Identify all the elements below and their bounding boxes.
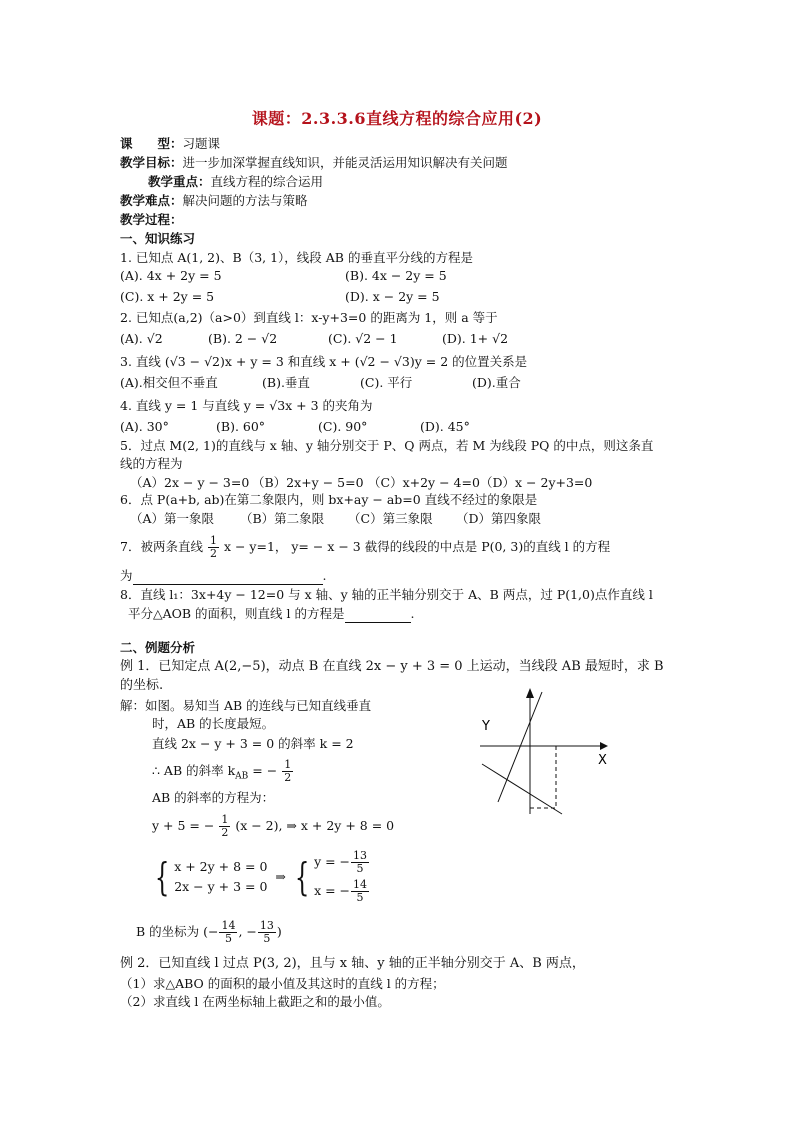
q4-stem: 4. 直线 y = 1 与直线 y = √3x + 3 的夹角为 xyxy=(120,398,373,413)
q5-option-c: （C）x+2y − 4=0 xyxy=(368,475,480,490)
ex1-sol-line6 xyxy=(152,812,394,840)
process-label: 教学过程： xyxy=(120,212,183,227)
ex1-slope-num: 1 xyxy=(284,758,292,771)
coord-num1: 14 xyxy=(221,919,236,932)
difficulty-line xyxy=(120,193,308,209)
ex1-sol-line1: 解：如图。易知当 AB 的连线与已知直线垂直 xyxy=(120,698,372,713)
q4-option-b: (B). 60° xyxy=(216,419,266,434)
y-axis-arrow xyxy=(526,688,534,698)
q8-end: . xyxy=(410,606,415,621)
q2-option-d: (D). 1+ √2 xyxy=(442,331,509,346)
q7-prefix: 7．被两条直线 xyxy=(120,539,203,554)
coord-num2: 13 xyxy=(259,919,274,932)
ex1-line1: 例 1．已知定点 A(2,−5)，动点 B 在直线 2x − y + 3 = 0 上运动，当线段 AB 最短时，求 B xyxy=(120,659,664,674)
left-brace: { xyxy=(154,855,170,899)
sys-right-num1: 13 xyxy=(353,849,368,862)
sys-right-frac2 xyxy=(351,879,369,904)
x-axis-label: X xyxy=(598,753,607,768)
y-axis-label: Y xyxy=(482,719,490,734)
ex1-slope-eq: = − xyxy=(248,763,278,778)
ex1-eq-suffix: (x − 2), ⇒ x + 2y + 8 = 0 xyxy=(235,818,395,833)
ex1-slope-prefix: ∴ AB 的斜率 k xyxy=(152,763,236,778)
focus-label: 教学重点： xyxy=(148,174,211,189)
sys-right-eq1-prefix: y = − xyxy=(314,854,351,869)
q7-answer-line xyxy=(120,568,327,585)
ex2-line1: 例 2．已知直线 l 过点 P(3, 2)，且与 x 轴、y 轴的正半轴分别交于 A、B 两点， xyxy=(120,956,585,971)
q8-line1: 8．直线 l₁：3x+4y − 12=0 与 x 轴、y 轴的正半轴分别交于 A、B 两点，过 P(1,0)点作直线 l xyxy=(120,587,653,602)
coord-prefix: B 的坐标为 (− xyxy=(136,924,219,939)
ex1-slope-den: 2 xyxy=(284,771,292,784)
q4-option-c: (C). 90° xyxy=(318,419,368,434)
difficulty-value: 解决问题的方法与策略 xyxy=(182,193,308,208)
coord-mid: , − xyxy=(238,924,257,939)
ex1-eq-num: 1 xyxy=(221,813,229,826)
q1-option-d: (D). x − 2y = 5 xyxy=(345,289,440,304)
q2-option-a: (A). √2 xyxy=(120,331,163,346)
q6-option-d: （D）第四象限 xyxy=(456,511,542,526)
ex1-slope-sub: AB xyxy=(235,771,249,782)
coord-den1: 5 xyxy=(224,932,232,945)
ex1-system xyxy=(150,850,370,910)
q5-stem-line2: 线的方程为 xyxy=(120,456,183,471)
sys-right-num2: 14 xyxy=(353,878,368,891)
q5-option-d: （D）x − 2y+3=0 xyxy=(480,475,593,490)
right-system xyxy=(314,850,370,904)
difficulty-label: 教学难点： xyxy=(120,193,183,208)
ex1-line2: 的坐标. xyxy=(120,678,164,693)
q7-frac-den: 2 xyxy=(209,547,217,560)
q7-line2: 为 xyxy=(120,568,133,583)
ex1-sol-line3: 直线 2x − y + 3 = 0 的斜率 k = 2 xyxy=(152,736,354,751)
q6-option-b: （B）第二象限 xyxy=(240,511,325,526)
q8-line2: 平分△AOB 的面积，则直线 l 的方程是 xyxy=(128,606,345,621)
q7-stem xyxy=(120,534,610,560)
q3-option-b: (B).垂直 xyxy=(262,375,310,390)
ex2-line3: （2）求直线 l 在两坐标轴上截距之和的最小值。 xyxy=(120,994,390,1009)
q6-option-a: （A）第一象限 xyxy=(130,511,215,526)
q1-option-b: (B). 4x − 2y = 5 xyxy=(345,268,447,283)
q7-suffix: x − y=1， y= − x − 3 截得的线段的中点是 P(0, 3)的直线 l 的方程 xyxy=(223,539,611,554)
q3-option-a: (A).相交但不垂直 xyxy=(120,375,218,390)
sys-right-frac1 xyxy=(351,850,369,875)
sys-right-eq1 xyxy=(314,850,370,875)
q1-stem: 1. 已知点 A(1, 2)、B（3, 1），线段 AB 的垂直平分线的方程是 xyxy=(120,250,473,265)
q4-option-a: (A). 30° xyxy=(120,419,169,434)
goal-line xyxy=(120,155,508,171)
q2-option-b: (B). 2 − √2 xyxy=(208,331,278,346)
focus-line xyxy=(148,174,323,190)
coord-frac2 xyxy=(258,920,276,945)
goal-label: 教学目标： xyxy=(120,155,183,170)
q6-option-c: （C）第三象限 xyxy=(348,511,433,526)
perpendicular-line xyxy=(482,764,562,814)
ex1-eq-frac xyxy=(219,814,230,839)
q3-option-c: (C). 平行 xyxy=(360,375,413,390)
x-axis-arrow xyxy=(600,742,608,750)
q7-fraction xyxy=(208,535,219,560)
q4-option-d: (D). 45° xyxy=(420,419,470,434)
q5-stem-line1: 5．过点 M(2, 1)的直线与 x 轴、y 轴分别交于 P、Q 两点，若 M 为线段 PQ 的中点，则这条直 xyxy=(120,438,654,453)
sys-right-eq2-prefix: x = − xyxy=(314,883,351,898)
q2-option-c: (C). √2 − 1 xyxy=(328,331,398,346)
sys-right-den1: 5 xyxy=(356,862,364,875)
coord-end: ) xyxy=(276,924,282,939)
q6-stem: 6．点 P(a+b, ab)在第二象限内，则 bx+ay − ab=0 直线不经过的象限是 xyxy=(120,492,538,507)
q3-stem: 3. 直线 (√3 − √2)x + y = 3 和直线 x + (√2 − √3)y = 2 的位置关系是 xyxy=(120,354,528,369)
ex2-line2: （1）求△ABO 的面积的最小值及其这时的直线 l 的方程； xyxy=(120,976,445,991)
sys-right-den2: 5 xyxy=(356,891,364,904)
section1-heading: 一、知识练习 xyxy=(120,231,196,246)
section2-heading: 二、例题分析 xyxy=(120,640,196,655)
ex1-sol-line4 xyxy=(152,758,294,790)
q7-answer-blank[interactable] xyxy=(133,568,323,585)
given-line xyxy=(498,692,542,802)
left-system xyxy=(174,857,267,897)
q2-stem: 2. 已知点(a,2)（a>0）到直线 l：x-y+3=0 的距离为 1，则 a 等于 xyxy=(120,310,498,325)
type-label: 课 型： xyxy=(120,136,183,151)
q8-answer-blank[interactable] xyxy=(345,606,411,623)
ex1-eq-prefix: y + 5 = − xyxy=(152,818,215,833)
type-value: 习题课 xyxy=(182,136,221,151)
coord-den2: 5 xyxy=(263,932,271,945)
q7-frac-num: 1 xyxy=(209,534,217,547)
ex1-sol-line5: AB 的斜率的方程为： xyxy=(152,790,275,805)
coord-frac1 xyxy=(219,920,237,945)
focus-value: 直线方程的综合运用 xyxy=(210,174,324,189)
implies-arrow: ⇒ xyxy=(275,869,286,884)
q8-answer-line xyxy=(128,606,414,623)
ex1-coordinate xyxy=(136,918,282,946)
sys-right-eq2 xyxy=(314,879,370,904)
sys-left-eq1: x + 2y + 8 = 0 xyxy=(174,859,268,874)
ex1-slope-frac xyxy=(282,759,293,784)
q5-option-a: （A）2x − y − 3=0 xyxy=(130,475,250,490)
q1-option-c: (C). x + 2y = 5 xyxy=(120,289,215,304)
goal-value: 进一步加深掌握直线知识，并能灵活运用知识解决有关问题 xyxy=(182,155,508,170)
coordinate-figure xyxy=(470,684,620,824)
page-title: 课题：2.3.3.6直线方程的综合应用(2) xyxy=(251,109,543,128)
ex1-sol-line2: 时，AB 的长度最短。 xyxy=(152,716,275,731)
q5-option-b: （B）2x+y − 5=0 xyxy=(252,475,364,490)
type-line xyxy=(120,136,220,152)
q3-option-d: (D).重合 xyxy=(472,375,521,390)
q1-option-a: (A). 4x + 2y = 5 xyxy=(120,268,222,283)
sys-left-eq2: 2x − y + 3 = 0 xyxy=(174,879,268,894)
ex1-eq-den: 2 xyxy=(221,826,229,839)
right-brace: { xyxy=(294,855,310,899)
q7-end: . xyxy=(322,568,327,583)
